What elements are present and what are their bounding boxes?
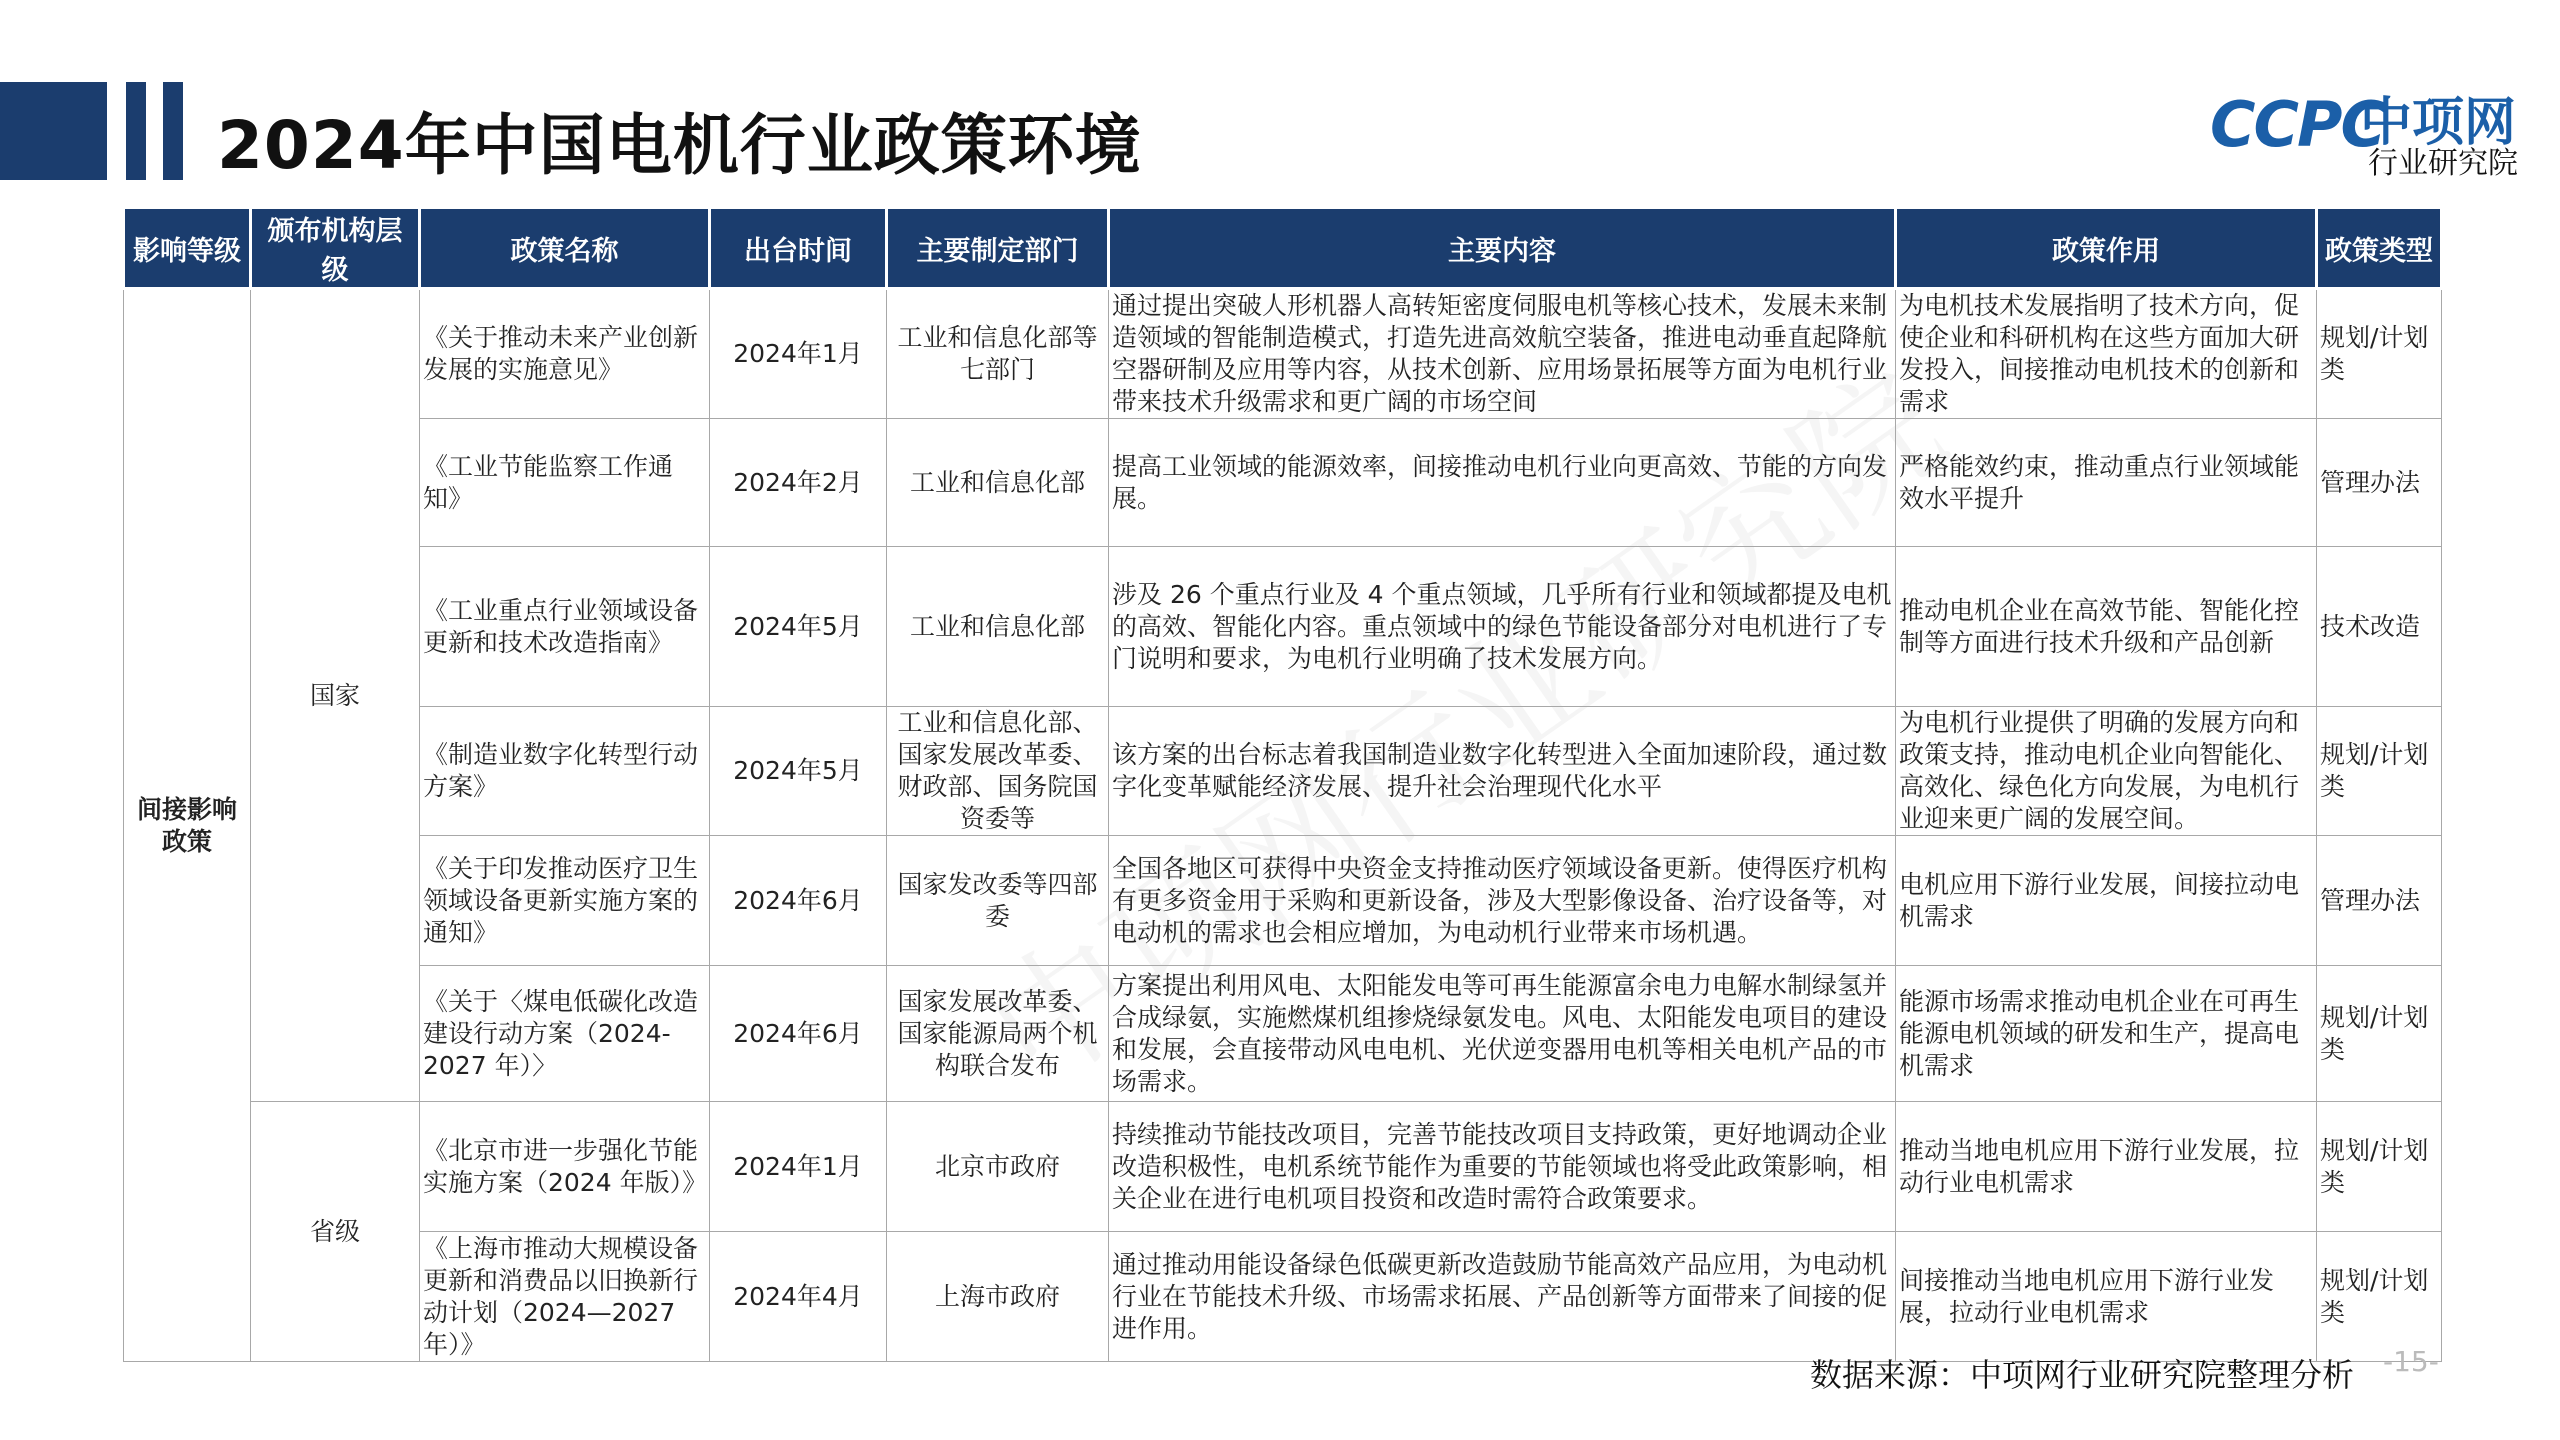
effect-cell: 间接推动当地电机应用下游行业发展，拉动行业电机需求 [1896,1232,2317,1362]
department-cell: 国家发展改革委、国家能源局两个机构联合发布 [887,966,1109,1102]
table-row [124,547,2442,707]
effect-cell: 电机应用下游行业发展，间接拉动电机需求 [1896,836,2317,966]
page-title: 2024年中国电机行业政策环境 [217,107,1142,184]
authority-provincial-cell: 省级 [251,1102,420,1362]
date-cell: 2024年1月 [710,1102,887,1232]
table-row [124,289,2442,419]
content-cell: 持续推动节能技改项目，完善节能技改项目支持政策，更好地调动企业改造积极性，电机系统节能作为重要的节能领域也将受此政策影响，相关企业在进行电机项目投资和改造时需符合政策要求。 [1109,1102,1896,1232]
type-cell: 规划/计划类 [2317,1102,2442,1232]
table-row [124,836,2442,966]
page-number: -15- [2383,1345,2439,1378]
type-cell: 规划/计划类 [2317,707,2442,836]
authority-national-cell: 国家 [251,289,420,1102]
header-accent-stripe [163,82,183,180]
table-header-row [124,208,2442,289]
content-cell: 涉及 26 个重点行业及 4 个重点领域，几乎所有行业和领域都提及电机的高效、智能化内容。重点领域中的绿色节能设备部分对电机进行了专门说明和要求，为电机行业明确了技术发展方向。 [1109,547,1896,707]
content-cell: 该方案的出台标志着我国制造业数字化转型进入全面加速阶段，通过数字化变革赋能经济发展、提升社会治理现代化水平 [1109,707,1896,836]
policy-name-cell: 《北京市进一步强化节能实施方案（2024 年版）》 [420,1102,710,1232]
header-release-date: 出台时间 [710,208,887,289]
policy-name-cell: 《关于印发推动医疗卫生领域设备更新实施方案的通知》 [420,836,710,966]
policy-name-cell: 《制造业数字化转型行动方案》 [420,707,710,836]
header-impact-level: 影响等级 [124,208,251,289]
content-cell: 方案提出利用风电、太阳能发电等可再生能源富余电力电解水制绿氢并合成绿氨，实施燃煤机组掺烧绿氨发电。风电、太阳能发电项目的建设和发展，会直接带动风电电机、光伏逆变器用电机等相关电机产品的市场需求。 [1109,966,1896,1102]
effect-cell: 推动电机企业在高效节能、智能化控制等方面进行技术升级和产品创新 [1896,547,2317,707]
logo-subtitle: 行业研究院 [2368,146,2518,181]
effect-cell: 严格能效约束，推动重点行业领域能效水平提升 [1896,419,2317,547]
effect-cell: 为电机技术发展指明了技术方向，促使企业和科研机构在这些方面加大研发投入，间接推动电机技术的创新和需求 [1896,289,2317,419]
department-cell: 工业和信息化部 [887,547,1109,707]
date-cell: 2024年4月 [710,1232,887,1362]
type-cell: 规划/计划类 [2317,1232,2442,1362]
department-cell: 上海市政府 [887,1232,1109,1362]
department-cell: 北京市政府 [887,1102,1109,1232]
header-accent-block [0,82,107,180]
date-cell: 2024年6月 [710,966,887,1102]
department-cell: 国家发改委等四部委 [887,836,1109,966]
date-cell: 2024年6月 [710,836,887,966]
content-cell: 通过提出突破人形机器人高转矩密度伺服电机等核心技术，发展未来制造领域的智能制造模式，打造先进高效航空装备，推进电动垂直起降航空器研制及应用等内容，从技术创新、应用场景拓展等方面为电机行业带来技术升级需求和更广阔的市场空间 [1109,289,1896,419]
header-main-content: 主要内容 [1109,208,1896,289]
table-row [124,966,2442,1102]
type-cell: 规划/计划类 [2317,966,2442,1102]
department-cell: 工业和信息化部、国家发展改革委、财政部、国务院国资委等 [887,707,1109,836]
date-cell: 2024年5月 [710,547,887,707]
header-policy-effect: 政策作用 [1896,208,2317,289]
data-source-note: 数据来源：中项网行业研究院整理分析 [1810,1356,2355,1394]
policy-name-cell: 《工业节能监察工作通知》 [420,419,710,547]
policy-name-cell: 《关于推动未来产业创新发展的实施意见》 [420,289,710,419]
header-department: 主要制定部门 [887,208,1109,289]
table-row [124,1232,2442,1362]
policy-name-cell: 《工业重点行业领域设备更新和技术改造指南》 [420,547,710,707]
type-cell: 技术改造 [2317,547,2442,707]
department-cell: 工业和信息化部 [887,419,1109,547]
header-authority-level: 颁布机构层级 [251,208,420,289]
date-cell: 2024年5月 [710,707,887,836]
policy-table [122,206,2443,1362]
effect-cell: 为电机行业提供了明确的发展方向和政策支持，推动电机企业向智能化、高效化、绿色化方向发展，为电机行业迎来更广阔的发展空间。 [1896,707,2317,836]
department-cell: 工业和信息化部等七部门 [887,289,1109,419]
content-cell: 通过推动用能设备绿色低碳更新改造鼓励节能高效产品应用，为电动机行业在节能技术升级、市场需求拓展、产品创新等方面带来了间接的促进作用。 [1109,1232,1896,1362]
type-cell: 管理办法 [2317,419,2442,547]
header-policy-type: 政策类型 [2317,208,2442,289]
type-cell: 管理办法 [2317,836,2442,966]
effect-cell: 推动当地电机应用下游行业发展，拉动行业电机需求 [1896,1102,2317,1232]
policy-name-cell: 《关于〈煤电低碳化改造建设行动方案（2024-2027 年）〉 [420,966,710,1102]
logo-name: 中项网 [2360,93,2517,153]
impact-level-cell: 间接影响政策 [124,289,251,1362]
table-row [124,707,2442,836]
header-accent-stripe [126,82,146,180]
table-row [124,419,2442,547]
date-cell: 2024年1月 [710,289,887,419]
effect-cell: 能源市场需求推动电机企业在可再生能源电机领域的研发和生产，提高电机需求 [1896,966,2317,1102]
ccpc-logo [2210,70,2530,180]
date-cell: 2024年2月 [710,419,887,547]
type-cell: 规划/计划类 [2317,289,2442,419]
content-cell: 全国各地区可获得中央资金支持推动医疗领域设备更新。使得医疗机构有更多资金用于采购和更新设备，涉及大型影像设备、治疗设备等，对电动机的需求也会相应增加，为电动机行业带来市场机遇。 [1109,836,1896,966]
header-policy-name: 政策名称 [420,208,710,289]
logo-mark: CCPC [2210,88,2384,161]
table-row [124,1102,2442,1232]
content-cell: 提高工业领域的能源效率，间接推动电机行业向更高效、节能的方向发展。 [1109,419,1896,547]
policy-name-cell: 《上海市推动大规模设备更新和消费品以旧换新行动计划（2024—2027 年）》 [420,1232,710,1362]
